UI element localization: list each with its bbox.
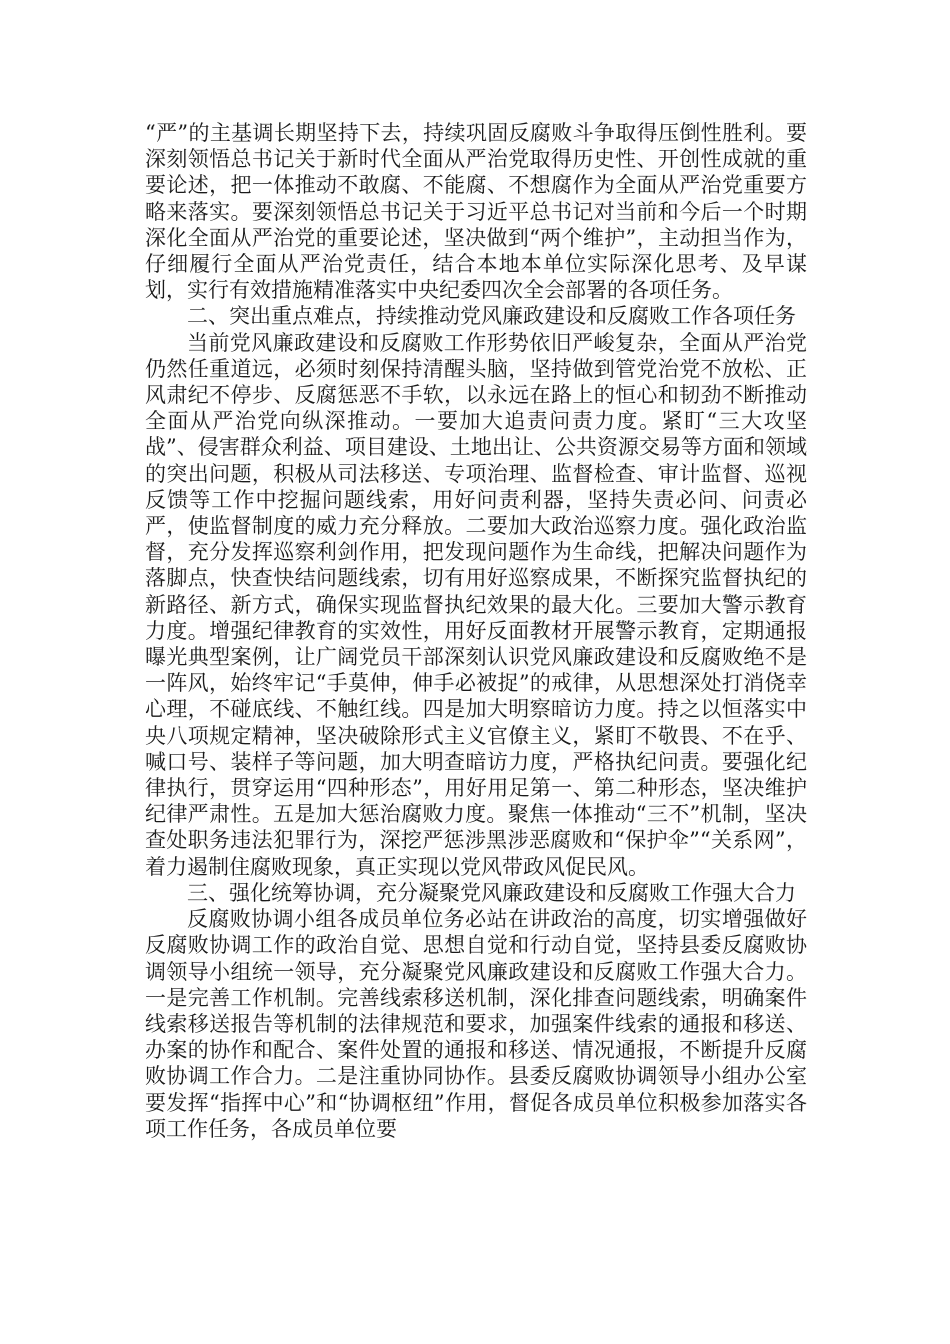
paragraph-section-two: 当前党风廉政建设和反腐败工作形势依旧严峻复杂，全面从严治党仍然任重道远，必须时刻保持清醒头脑，坚持做到管党治党不放松、正风肃纪不停步、反腐惩恶不手软，以永远在路上的恒心和韧劲不断推动全面从严治党向纵深推动。一要加大追责问责力度。紧盯“三大攻坚战”、侵害群众利益、项目建设、土地出让、公共资源交易等方面和领域的突出问题，积极从司法移送、专项治理、监督检查、审计监督、巡视反馈等工作中挖掘问题线索，用好问责利器，坚持失责必问、问责必严，使监督制度的威力充分释放。二要加大政治巡察力度。强化政治监督，充分发挥巡察利剑作用，把发现问题作为生命线，把解决问题作为落脚点，快查快结问题线索，切有用好巡察成果，不断探究监督执纪的新路径、新方式，确保实现监督执纪效果的最大化。三要加大警示教育力度。增强纪律教育的实效性，用好反面教材开展警示教育，定期通报曝光典型案例，让广阔党员干部深刻认识党风廉政建设和反腐败绝不是一阵风，始终牢记“手莫伸，伸手必被捉”的戒律，从思想深处打消侥幸心理，不碰底线、不触红线。四是加大明察暗访力度。持之以恒落实中央八项规定精神，坚决破除形式主义官僚主义，紧盯不敬畏、不在乎、喊口号、装样子等问题，加大明查暗访力度，严格执纪问责。要强化纪律执行，贯穿运用“四种形态”，用好用足第一、第二种形态，坚决维护纪律严肃性。五是加大惩治腐败力度。聚焦一体推动“三不”机制，坚决查处职务违法犯罪行为，深挖严惩涉黑涉恶腐败和“保护伞”“关系网”，着力遏制住腐败现象，真正实现以党风带政风促民风。	[145, 330, 807, 879]
section-heading-three: 三、强化统筹协调，充分凝聚党风廉政建设和反腐败工作强大合力	[187, 880, 796, 905]
document-body	[145, 120, 807, 1142]
section-heading-two: 二、突出重点难点，持续推动党风廉政建设和反腐败工作各项任务	[187, 304, 796, 329]
paragraph-section-three: 反腐败协调小组各成员单位务必站在讲政治的高度，切实增强做好反腐败协调工作的政治自觉、思想自觉和行动自觉，坚持县委反腐败协调领导小组统一领导，充分凝聚党风廉政建设和反腐败工作强大合力。一是完善工作机制。完善线索移送机制，深化排查问题线索，明确案件线索移送报告等机制的法律规范和要求，加强案件线索的通报和移送、办案的协作和配合、案件处置的通报和移送、情况通报，不断提升反腐败协调工作合力。二是注重协同协作。县委反腐败协调领导小组办公室要发挥“指挥中心”和“协调枢纽”作用，督促各成员单位积极参加落实各项工作任务，各成员单位要	[145, 907, 807, 1141]
paragraph-continuation: “严”的主基调长期坚持下去，持续巩固反腐败斗争取得压倒性胜利。要深刻领悟总书记关于新时代全面从严治党取得历史性、开创性成就的重要论述，把一体推动不敢腐、不能腐、不想腐作为全面从严治党重要方略来落实。要深刻领悟总书记关于习近平总书记对当前和今后一个时期深化全面从严治党的重要论述，坚决做到“两个维护”，主动担当作为，仔细履行全面从严治党责任，结合本地本单位实际深化思考、及早谋划，实行有效措施精准落实中央纪委四次全会部署的各项任务。	[145, 121, 807, 303]
